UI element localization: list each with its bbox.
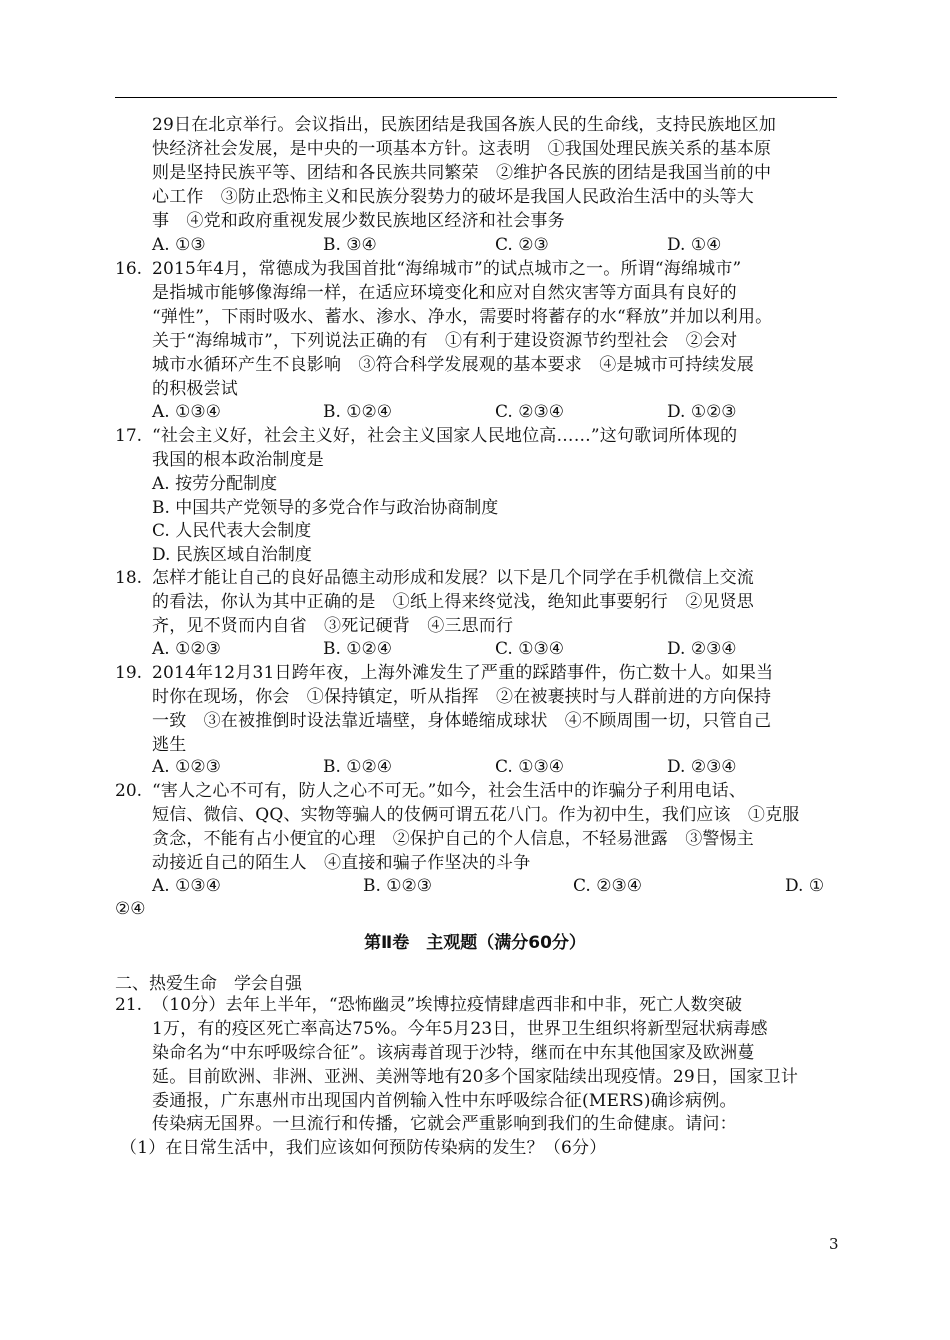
option-a: A. ①③: [152, 235, 206, 255]
text-line: 传染病无国界。一旦流行和传播，它就会严重影响到我们的生命健康。请问：: [152, 1114, 737, 1134]
question-number: 21.: [115, 995, 143, 1015]
text-line: 事 ④党和政府重视发展少数民族地区经济和社会事务: [152, 211, 565, 231]
text-line: 快经济社会发展，是中央的一项基本方针。这表明 ①我国处理民族关系的基本原: [152, 139, 772, 159]
header-rule: [115, 97, 837, 98]
question-number: 18.: [115, 568, 143, 588]
option-c: C. ②③: [495, 235, 549, 255]
text-line: 1万，有的疫区死亡率高达75%。今年5月23日，世界卫生组织将新型冠状病毒感: [152, 1019, 768, 1039]
text-line: 委通报，广东惠州市出现国内首例输入性中东呼吸综合征(MERS)确诊病例。: [152, 1091, 737, 1111]
option-d: D. ①: [785, 876, 825, 896]
text-line: 怎样才能让自己的良好品德主动形成和发展？以下是几个同学在手机微信上交流: [152, 568, 754, 588]
text-line: 延。目前欧洲、非洲、亚洲、美洲等地有20多个国家陆续出现疫情。29日，国家卫计: [152, 1067, 799, 1087]
text-line: 时你在现场，你会 ①保持镇定，听从指挥 ②在被裹挟时与人群前进的方向保持: [152, 687, 772, 707]
option-d: D. ②③④: [667, 757, 737, 777]
text-line: “弹性”，下雨时吸水、蓄水、渗水、净水，需要时将蓄存的水“释放”并加以利用。: [152, 307, 773, 327]
part2-heading: 第Ⅱ卷 主观题（满分60分）: [364, 933, 586, 953]
text-line: 短信、微信、QQ、实物等骗人的伎俩可谓五花八门。作为初中生，我们应该 ①克服: [152, 805, 800, 825]
text-line: 动接近自己的陌生人 ④直接和骗子作坚决的斗争: [152, 853, 531, 873]
text-line: 齐，见不贤而内自省 ③死记硬背 ④三思而行: [152, 616, 514, 636]
option-d: D. ②③④: [667, 639, 737, 659]
question-number: 16.: [115, 259, 143, 279]
question-number: 20.: [115, 781, 143, 801]
text-line: 2014年12月31日跨年夜，上海外滩发生了严重的踩踏事件，伤亡数十人。如果当: [152, 663, 774, 683]
option-b: B. ①②③: [363, 876, 433, 896]
option-d: D. ①②③: [667, 402, 737, 422]
option-a: A. ①②③: [152, 639, 221, 659]
option-c: C. ①③④: [495, 757, 564, 777]
text-line: “害人之心不可有，防人之心不可无。”如今，社会生活中的诈骗分子利用电话、: [152, 781, 747, 801]
option-c: C. ②③④: [495, 402, 564, 422]
text-line: 一致 ③在被推倒时设法靠近墙壁，身体蜷缩成球状 ④不顾周围一切，只管自己: [152, 711, 772, 731]
option-c: C. 人民代表大会制度: [152, 521, 312, 541]
sub-question-1: （1）在日常生活中，我们应该如何预防传染病的发生？（6分）: [120, 1138, 607, 1158]
text-line: 贪念，不能有占小便宜的心理 ②保护自己的个人信息，不轻易泄露 ③警惕主: [152, 829, 754, 849]
option-a: A. 按劳分配制度: [152, 474, 278, 494]
text-line: 我国的根本政治制度是: [152, 450, 324, 470]
text-line: 的看法，你认为其中正确的是 ①纸上得来终觉浅，绝知此事要躬行 ②见贤思: [152, 592, 754, 612]
page-number: 3: [829, 1235, 839, 1253]
text-line: （10分）去年上半年，“恐怖幽灵”埃博拉疫情肆虐西非和中非，死亡人数突破: [152, 995, 743, 1015]
option-b: B. 中国共产党领导的多党合作与政治协商制度: [152, 498, 499, 518]
option-d: D. ①④: [667, 235, 722, 255]
question-number: 17.: [115, 426, 143, 446]
option-d-wrap: ②④: [115, 899, 146, 919]
option-b: B. ③④: [323, 235, 377, 255]
text-line: 是指城市能够像海绵一样，在适应环境变化和应对自然灾害等方面具有良好的: [152, 283, 737, 303]
option-b: B. ①②④: [323, 757, 393, 777]
section-title: 二、热爱生命 学会自强: [115, 974, 302, 994]
text-line: 关于“海绵城市”，下列说法正确的有 ①有利于建设资源节约型社会 ②会对: [152, 331, 738, 351]
option-b: B. ①②④: [323, 402, 393, 422]
option-c: C. ②③④: [573, 876, 642, 896]
text-line: 逃生: [152, 735, 187, 755]
text-line: 2015年4月，常德成为我国首批“海绵城市”的试点城市之一。所谓“海绵城市”: [152, 259, 742, 279]
text-line: 城市水循环产生不良影响 ③符合科学发展观的基本要求 ④是城市可持续发展: [152, 355, 754, 375]
option-b: B. ①②④: [323, 639, 393, 659]
text-line: “社会主义好，社会主义好，社会主义国家人民地位高……”这句歌词所体现的: [152, 426, 738, 446]
text-line: 29日在北京举行。会议指出，民族团结是我国各族人民的生命线，支持民族地区加: [152, 115, 777, 135]
option-a: A. ①③④: [152, 876, 221, 896]
option-d: D. 民族区域自治制度: [152, 545, 312, 565]
option-c: C. ①③④: [495, 639, 564, 659]
text-line: 心工作 ③防止恐怖主义和民族分裂势力的破坏是我国人民政治生活中的头等大: [152, 187, 754, 207]
question-number: 19.: [115, 663, 143, 683]
option-a: A. ①③④: [152, 402, 221, 422]
option-a: A. ①②③: [152, 757, 221, 777]
text-line: 的积极尝试: [152, 379, 238, 399]
text-line: 染命名为“中东呼吸综合征”。该病毒首现于沙特，继而在中东其他国家及欧洲蔓: [152, 1043, 755, 1063]
text-line: 则是坚持民族平等、团结和各民族共同繁荣 ②维护各民族的团结是我国当前的中: [152, 163, 772, 183]
